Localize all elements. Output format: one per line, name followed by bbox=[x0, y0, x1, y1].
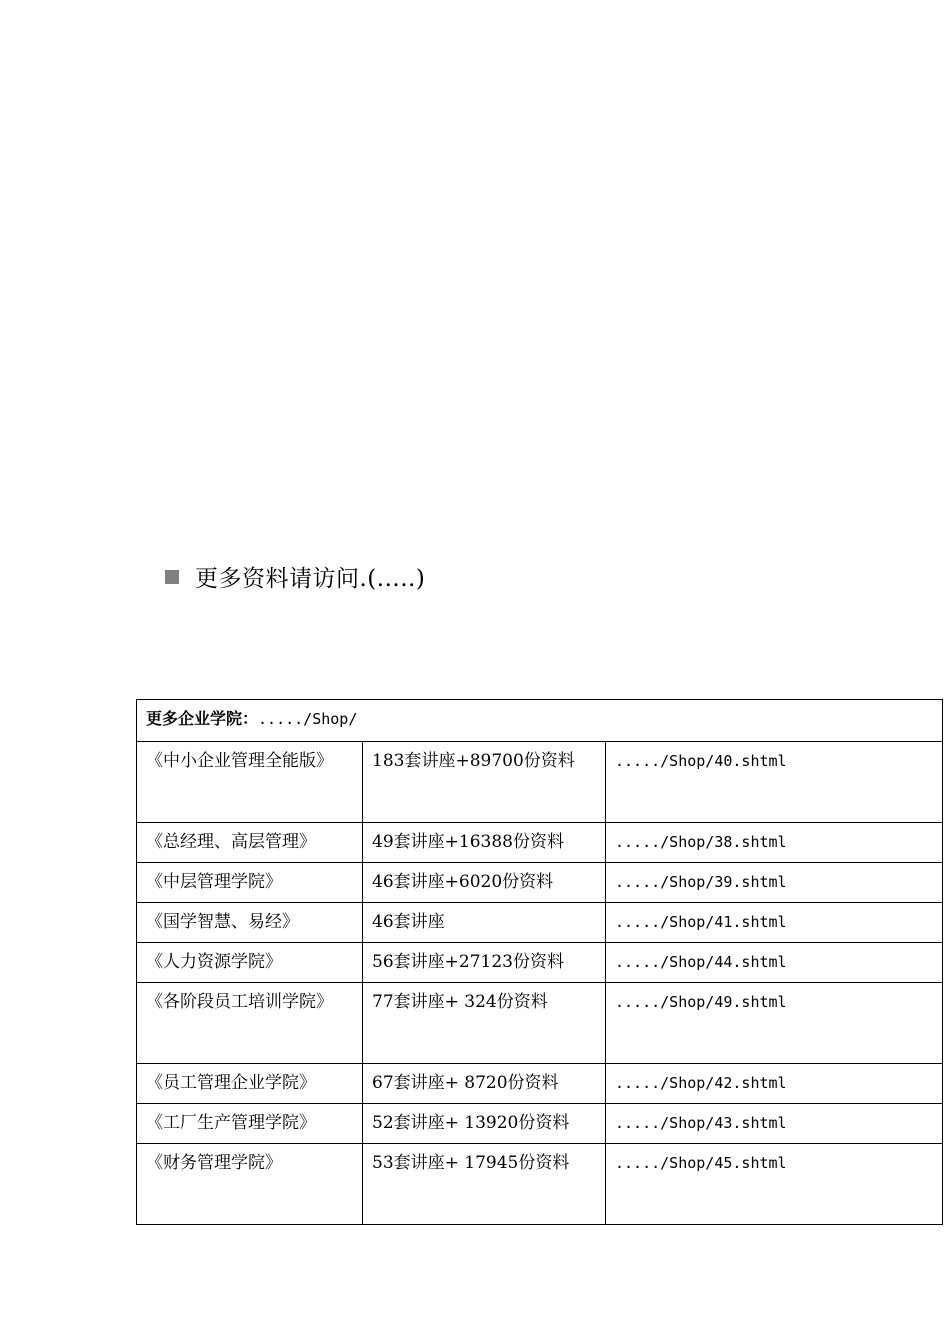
course-name: 《员工管理企业学院》 bbox=[137, 1064, 363, 1104]
course-url-link[interactable]: ...../Shop/38.shtml bbox=[606, 823, 943, 863]
course-name: 《各阶段员工培训学院》 bbox=[137, 983, 363, 1064]
table-row bbox=[137, 823, 943, 863]
table-row bbox=[137, 742, 943, 823]
course-name: 《中小企业管理全能版》 bbox=[137, 742, 363, 823]
table-row bbox=[137, 903, 943, 943]
course-url-link[interactable]: ...../Shop/42.shtml bbox=[606, 1064, 943, 1104]
course-name: 《人力资源学院》 bbox=[137, 943, 363, 983]
header-label: 更多企业学院： bbox=[146, 709, 259, 728]
course-name: 《工厂生产管理学院》 bbox=[137, 1104, 363, 1144]
course-content: 46套讲座 bbox=[363, 903, 606, 943]
table-row bbox=[137, 1144, 943, 1225]
course-content: 49套讲座+16388份资料 bbox=[363, 823, 606, 863]
table-row bbox=[137, 863, 943, 903]
notice-text: 更多资料请访问.(.....) bbox=[195, 565, 426, 592]
course-name: 《总经理、高层管理》 bbox=[137, 823, 363, 863]
course-url-link[interactable]: ...../Shop/39.shtml bbox=[606, 863, 943, 903]
table-header-cell bbox=[137, 700, 943, 742]
course-url-link[interactable]: ...../Shop/49.shtml bbox=[606, 983, 943, 1064]
course-name: 《财务管理学院》 bbox=[137, 1144, 363, 1225]
course-content: 67套讲座+ 8720份资料 bbox=[363, 1064, 606, 1104]
table-row bbox=[137, 943, 943, 983]
table-header-row bbox=[137, 700, 943, 742]
table-row bbox=[137, 983, 943, 1064]
course-url-link[interactable]: ...../Shop/40.shtml bbox=[606, 742, 943, 823]
course-url-link[interactable]: ...../Shop/45.shtml bbox=[606, 1144, 943, 1225]
course-content: 183套讲座+89700份资料 bbox=[363, 742, 606, 823]
course-content: 52套讲座+ 13920份资料 bbox=[363, 1104, 606, 1144]
course-content: 53套讲座+ 17945份资料 bbox=[363, 1144, 606, 1225]
more-info-notice bbox=[165, 560, 425, 592]
square-bullet-icon bbox=[165, 570, 179, 584]
table-row bbox=[137, 1064, 943, 1104]
course-name: 《中层管理学院》 bbox=[137, 863, 363, 903]
course-url-link[interactable]: ...../Shop/43.shtml bbox=[606, 1104, 943, 1144]
course-url-link[interactable]: ...../Shop/44.shtml bbox=[606, 943, 943, 983]
course-content: 77套讲座+ 324份资料 bbox=[363, 983, 606, 1064]
course-name: 《国学智慧、易经》 bbox=[137, 903, 363, 943]
header-url-link[interactable]: ...../Shop/ bbox=[258, 710, 358, 728]
course-url-link[interactable]: ...../Shop/41.shtml bbox=[606, 903, 943, 943]
course-content: 56套讲座+27123份资料 bbox=[363, 943, 606, 983]
course-content: 46套讲座+6020份资料 bbox=[363, 863, 606, 903]
table-row bbox=[137, 1104, 943, 1144]
academy-table bbox=[136, 699, 943, 1225]
